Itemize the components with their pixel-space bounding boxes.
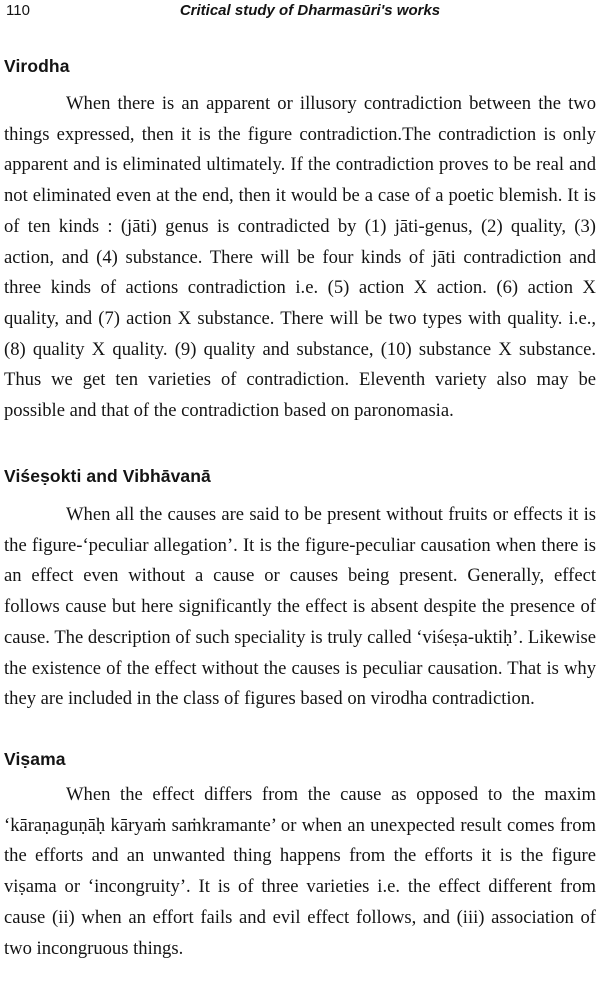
- page-header: [6, 2, 594, 24]
- paragraph-visesokti: When all the causes are said to be present without fruits or effects it is the figure-‘peculiar allegation’. It is the figure-peculiar causation when there is an effect even without a cause or causes being present. Generally, effect follows cause but here significantly the effect is absent despite the presence of cause. The description of such speciality is truly called ‘viśeṣa-uktiḥ’. Likewise the existence of the effect without the causes is peculiar causation. That is why they are included in the class of figures based on virodha contradiction.: [4, 504, 596, 710]
- section-heading-visama: Viṣama: [4, 749, 66, 769]
- paragraph-visama: When the effect differs from the cause as opposed to the maxim ‘kāraṇaguṇāḥ kāryaṁ saṁkramante’ or when an unexpected result comes from the efforts and an unwanted thing happens from the efforts it is the figure viṣama or ‘incongruity’. It is of three varieties i.e. the effect different from cause (ii) when an effort fails and evil effect follows, and (iii) association of two incongruous things.: [4, 784, 596, 959]
- running-title: Critical study of Dharmasūri's works: [179, 2, 441, 19]
- section-heading-virodha: Virodha: [4, 56, 70, 76]
- paragraph-virodha: When there is an apparent or illusory contradiction between the two things expressed, then it is the figure contradiction.The contradiction is only apparent and is eliminated ultimately. If the contradiction proves to be real and not eliminated even at the end, then it would be a case of a poetic blemish. It is of ten kinds : (jāti) genus is contradicted by (1) jāti-genus, (2) quality, (3) action, and (4) substance. There will be four kinds of jāti contradiction and three kinds of actions contradiction i.e. (5) action X action. (6) action X quality, and (7) action X substance. There will be two types with quality. i.e., (8) quality X quality. (9) quality and substance, (10) substance X substance. Thus we get ten varieties of contradiction. Eleventh variety also may be possible and that of the contradiction based on paronomasia.: [4, 93, 596, 422]
- section-heading-visesokti: Viśeṣokti and Vibhāvanā: [4, 466, 211, 486]
- page-number: 110: [6, 2, 30, 19]
